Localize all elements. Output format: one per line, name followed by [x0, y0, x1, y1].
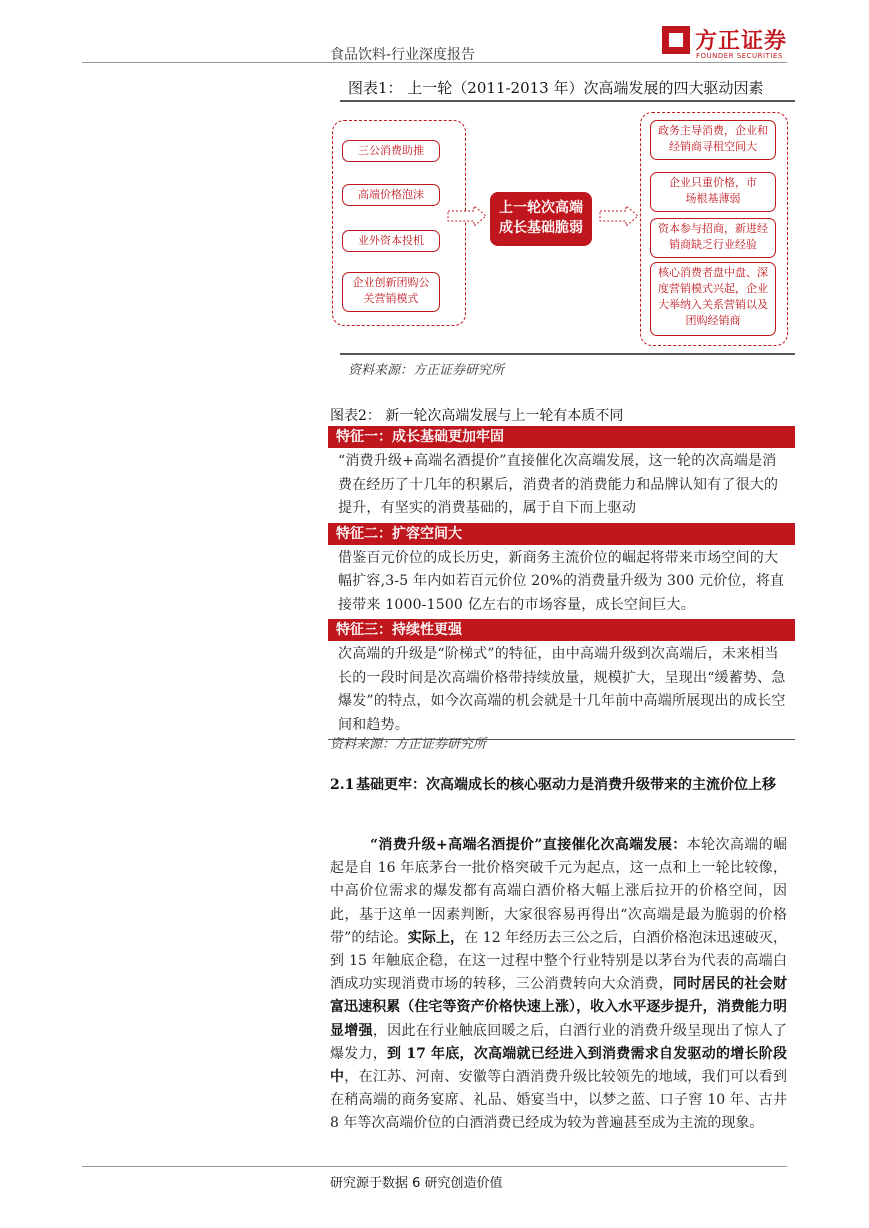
effect-item	[650, 218, 776, 258]
para-bold: 同时居民的社会财富迅速积累（住宅等资产价格快速上涨），收入水平逐步提升，消费能力明显增强	[330, 976, 788, 1039]
center-line: 成长基础脆弱	[499, 220, 583, 236]
effect-item	[650, 120, 776, 160]
driver-item: 高端价格泡沫	[342, 184, 440, 206]
figure1-diagram	[318, 106, 798, 354]
para-text: ，在江苏、河南、安徽等白酒消费升级比较领先的地域，我们可以看到在稍高端的商务宴席、礼品、婚宴当中，以梦之蓝、口子窖 10 年、古井 8 年等次高端价位的白酒消费已经成为较为普遍甚至成为主流的现象。	[330, 1069, 788, 1132]
feature-header: 特征三：持续性更强	[328, 619, 795, 641]
figure1-bottom-rule	[340, 353, 795, 355]
section-heading	[330, 774, 790, 824]
footer-text: 研究源于数据 6 研究创造价值	[330, 1176, 503, 1191]
figure1-top-rule	[340, 100, 795, 102]
effect-item-text: 核心消费者盘中盘、深度营销模式兴起，企业大举纳入关系营销以及团购经销商	[658, 266, 768, 327]
footer-divider	[82, 1166, 787, 1167]
effect-item-text: 政务主导消费，企业和经销商寻租空间大	[658, 124, 768, 153]
figure2-source: 资料来源：方正证券研究所	[330, 737, 487, 752]
driver-item	[342, 272, 440, 312]
logo-mark-icon	[662, 26, 690, 54]
effect-item	[650, 172, 776, 212]
feature-text: 借鉴百元价位的成长历史，新商务主流价位的崛起将带来市场空间的大幅扩容,3-5 年内如若百元价位 20%的消费量升级为 300 元价位，将直接带来 1000-1500 亿左右的市场容量，成长空间巨大。	[338, 549, 785, 613]
para-text: 在 12 年经历去三公之后，白酒价格泡沫迅速破灭，到 15 年触底企稳，在这一过程中整个行业特别是以茅台为代表的高端白酒成功实现消费市场的转移，三公消费转向大众消费，	[330, 929, 787, 993]
driver-item: 三公消费助推	[342, 140, 440, 162]
body-paragraph	[330, 834, 787, 1136]
feature-table	[328, 426, 795, 740]
feature-header: 特征一：成长基础更加牢固	[328, 426, 795, 448]
driver-item: 业外资本投机	[342, 230, 440, 252]
arrow-right-icon	[446, 204, 490, 228]
feature-text: “消费升级+高端名酒提价”直接催化次高端发展，这一轮的次高端是消费在经历了十几年的积累后，消费者的消费能力和品牌认知有了很大的提升，有坚实的消费基础的，属于自下而上驱动	[338, 453, 779, 516]
center-conclusion	[490, 192, 592, 246]
section-title: 基础更牢：次高端成长的核心驱动力是消费升级带来的主流价位上移	[356, 777, 776, 793]
para-bold: 实际上，	[407, 929, 465, 946]
logo-name-cn: 方正证券	[695, 29, 788, 54]
para-bold: “消费升级+高端名酒提价”直接催化次高端发展：	[370, 837, 687, 853]
driver-item-text: 企业创新团购公关营销模式	[352, 276, 430, 305]
para-bold: 到 17 年底，次高端就已经进入到消费需求自发驱动的增长阶段中	[330, 1045, 788, 1086]
feature-text: 次高端的升级是“阶梯式”的特征，由中高端升级到次高端后，未来相当长的一段时间是次高端价格带持续放量，规模扩大，呈现出“缓蓄势、急爆发”的特点，如今次高端的机会就是十几年前中高端所展现出的成长空间和趋势。	[338, 646, 786, 733]
arrow-right-icon	[598, 204, 642, 228]
center-line: 上一轮次高端	[499, 200, 583, 216]
effect-item	[650, 262, 776, 336]
effect-item-text: 企业只重价格，市场根基薄弱	[669, 176, 757, 205]
header-divider	[82, 62, 787, 63]
company-logo	[662, 24, 788, 62]
figure2-title: 图表2： 新一轮次高端发展与上一轮有本质不同	[330, 408, 624, 424]
para-text: ，因此在行业触底回暖之后，白酒行业的消费升级呈现出了惊人了爆发力，	[330, 1022, 788, 1062]
feature-header: 特征二：扩容空间大	[328, 523, 795, 545]
report-type: 食品饮料-行业深度报告	[330, 47, 476, 63]
figure1-title: 图表1： 上一轮（2011-2013 年）次高端发展的四大驱动因素	[348, 79, 764, 97]
section-number: 2.1	[330, 777, 355, 793]
para-text: 本轮次高端的崛起是自 16 年底茅台一批价格突破千元为起点，这一点和上一轮比较像，中高价位需求的爆发都有高端白酒价格大幅上涨后拉开的价格空间，因此，基于这单一因素判断，大家很容易再得出“次高端是最为脆弱的价格带”的结论。	[330, 837, 787, 946]
effect-item-text: 资本参与招商，新进经销商缺乏行业经验	[658, 222, 768, 251]
figure1-source: 资料来源：方正证券研究所	[348, 363, 505, 378]
logo-name-en: FOUNDER SECURITIES	[696, 52, 783, 60]
